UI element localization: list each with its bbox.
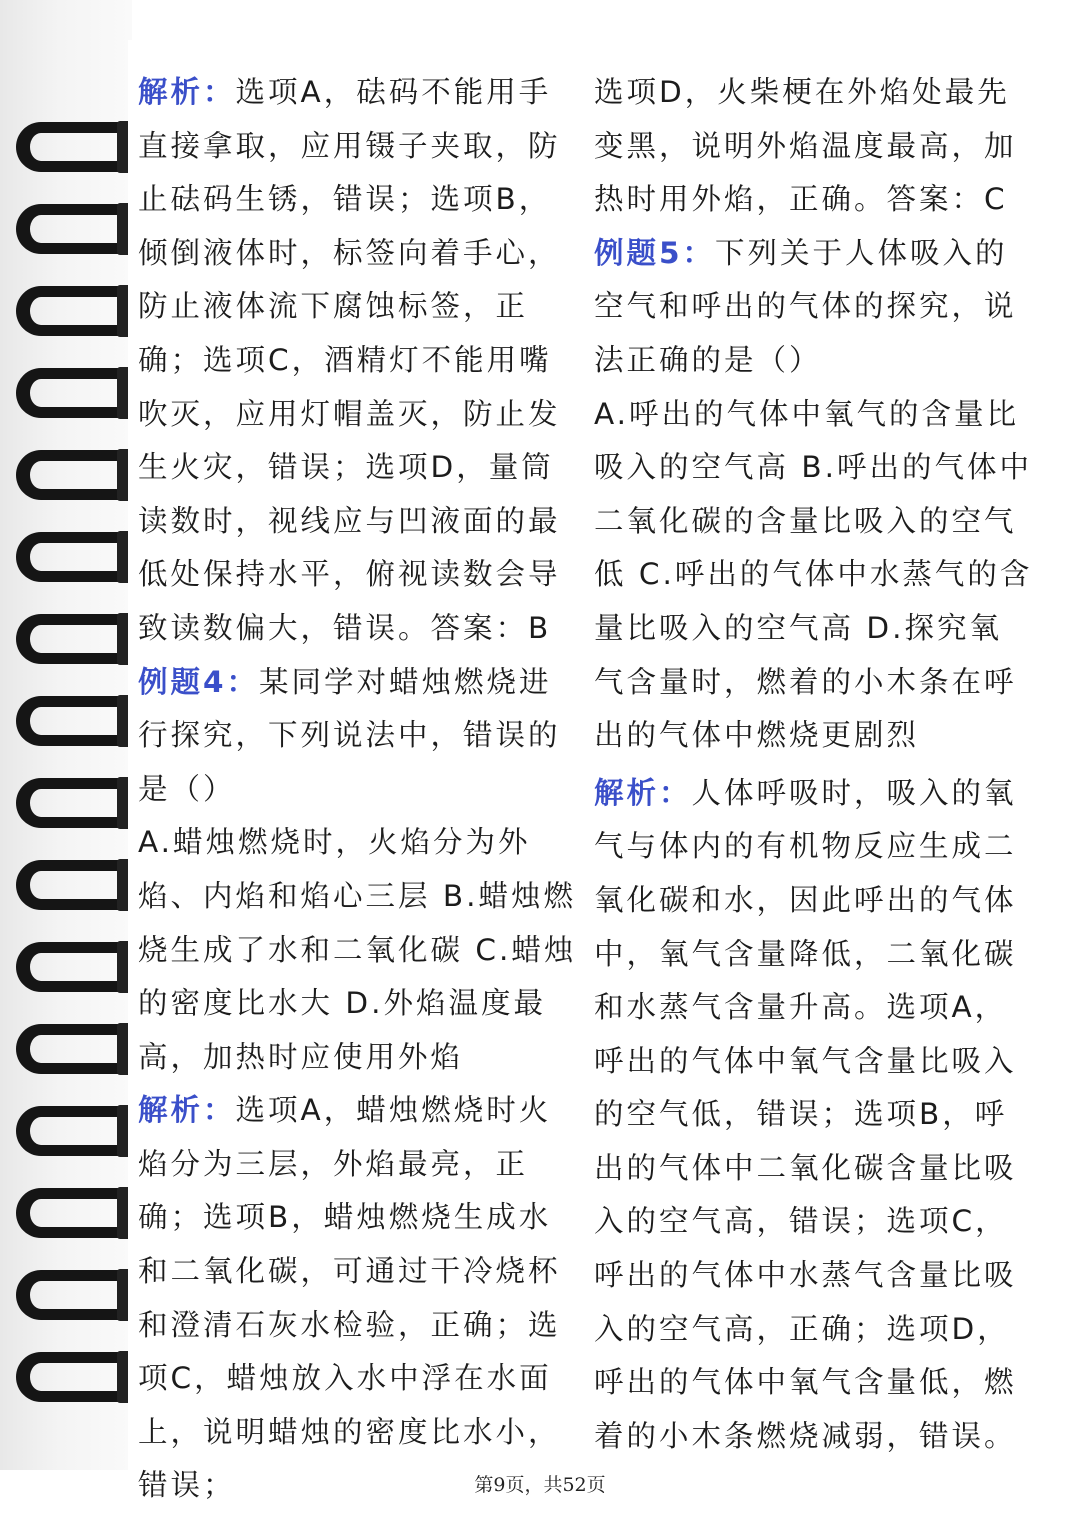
example-label: 例题5： — [594, 235, 716, 270]
binding-ring-icon — [16, 614, 134, 664]
question-text: 某同学对蜡烛燃烧进行探究，下列说法中，错误的是（） — [138, 664, 561, 806]
binding-ring-icon — [16, 942, 134, 992]
analysis-paragraph — [138, 1084, 578, 1513]
analysis-label: 解析： — [594, 775, 692, 810]
binding-ring-icon — [16, 1352, 134, 1402]
analysis-paragraph — [138, 66, 578, 656]
analysis-label: 解析： — [138, 1093, 236, 1128]
question-text: 下列关于人体吸入的空气和呼出的气体的探究，说法正确的是（） — [594, 235, 1017, 377]
analysis-continuation: 选项D，火柴梗在外焰处最先变黑，说明外焰温度最高，加热时用外焰，正确。答案：C — [594, 75, 1017, 217]
binding-ring-icon — [16, 1024, 134, 1074]
binding-ring-icon — [16, 286, 134, 336]
notebook-spine — [0, 0, 132, 1470]
binding-ring-icon — [16, 368, 134, 418]
binding-ring-icon — [16, 860, 134, 910]
example-label: 例题4： — [138, 664, 260, 699]
binding-ring-icon — [16, 1106, 134, 1156]
binding-ring-icon — [16, 778, 134, 828]
binding-ring-icon — [16, 122, 134, 172]
binding-ring-icon — [16, 1188, 134, 1238]
analysis-text: 选项A，蜡烛燃烧时火焰分为三层，外焰最亮，正确；选项B，蜡烛燃烧生成水和二氧化碳，可通过干冷烧杯和澄清石灰水检验，正确；选项C，蜡烛放入水中浮在水面上，说明蜡烛的密度比水小，错误； — [138, 1093, 561, 1503]
analysis-paragraph — [594, 767, 1034, 1464]
analysis-label: 解析： — [138, 75, 236, 109]
page-number-footer: 第9页，共52页 — [474, 1474, 606, 1496]
answer-options: A.蜡烛燃烧时，火焰分为外焰、内焰和焰心三层 B.蜡烛燃烧生成了水和二氧化碳 C.蜡烛的密度比水大 D.外焰温度最高，加热时应使用外焰 — [138, 825, 577, 1074]
binding-ring-icon — [16, 1270, 134, 1320]
binding-ring-icon — [16, 450, 134, 500]
answer-options: A.呼出的气体中氧气的含量比吸入的空气高 B.呼出的气体中二氧化碳的含量比吸入的空气低 C.呼出的气体中水蒸气的含量比吸入的空气高 D.探究氧气含量时，燃着的小木条在呼出的气体中燃烧更剧烈 — [594, 396, 1033, 753]
right-column — [594, 66, 1034, 1463]
example-question — [138, 656, 578, 817]
analysis-text: 选项A，砝码不能用手直接拿取，应用镊子夹取，防止砝码生锈，错误；选项B，倾倒液体时，标签向着手心，防止液体流下腐蚀标签，正确；选项C，酒精灯不能用嘴吹灭，应用灯帽盖灭，防止发生火灾，错误；选项D，量筒读数时，视线应与凹液面的最低处保持水平，俯视读数会导致读数偏大，错误。答案：B — [138, 75, 561, 645]
binding-ring-icon — [16, 204, 134, 254]
left-column — [138, 66, 578, 1513]
binding-ring-icon — [16, 532, 134, 582]
analysis-text: 人体呼吸时，吸入的氧气与体内的有机物反应生成二氧化碳和水，因此呼出的气体中，氧气含量降低，二氧化碳和水蒸气含量升高。选项A，呼出的气体中氧气含量比吸入的空气低，错误；选项B，呼出的气体中二氧化碳含量比吸入的空气高，错误；选项C，呼出的气体中水蒸气含量比吸入的空气高，正确；选项D，呼出的气体中氧气含量低，燃着的小木条燃烧减弱，错误。 — [594, 775, 1017, 1453]
binding-ring-icon — [16, 696, 134, 746]
example-question — [594, 227, 1034, 388]
